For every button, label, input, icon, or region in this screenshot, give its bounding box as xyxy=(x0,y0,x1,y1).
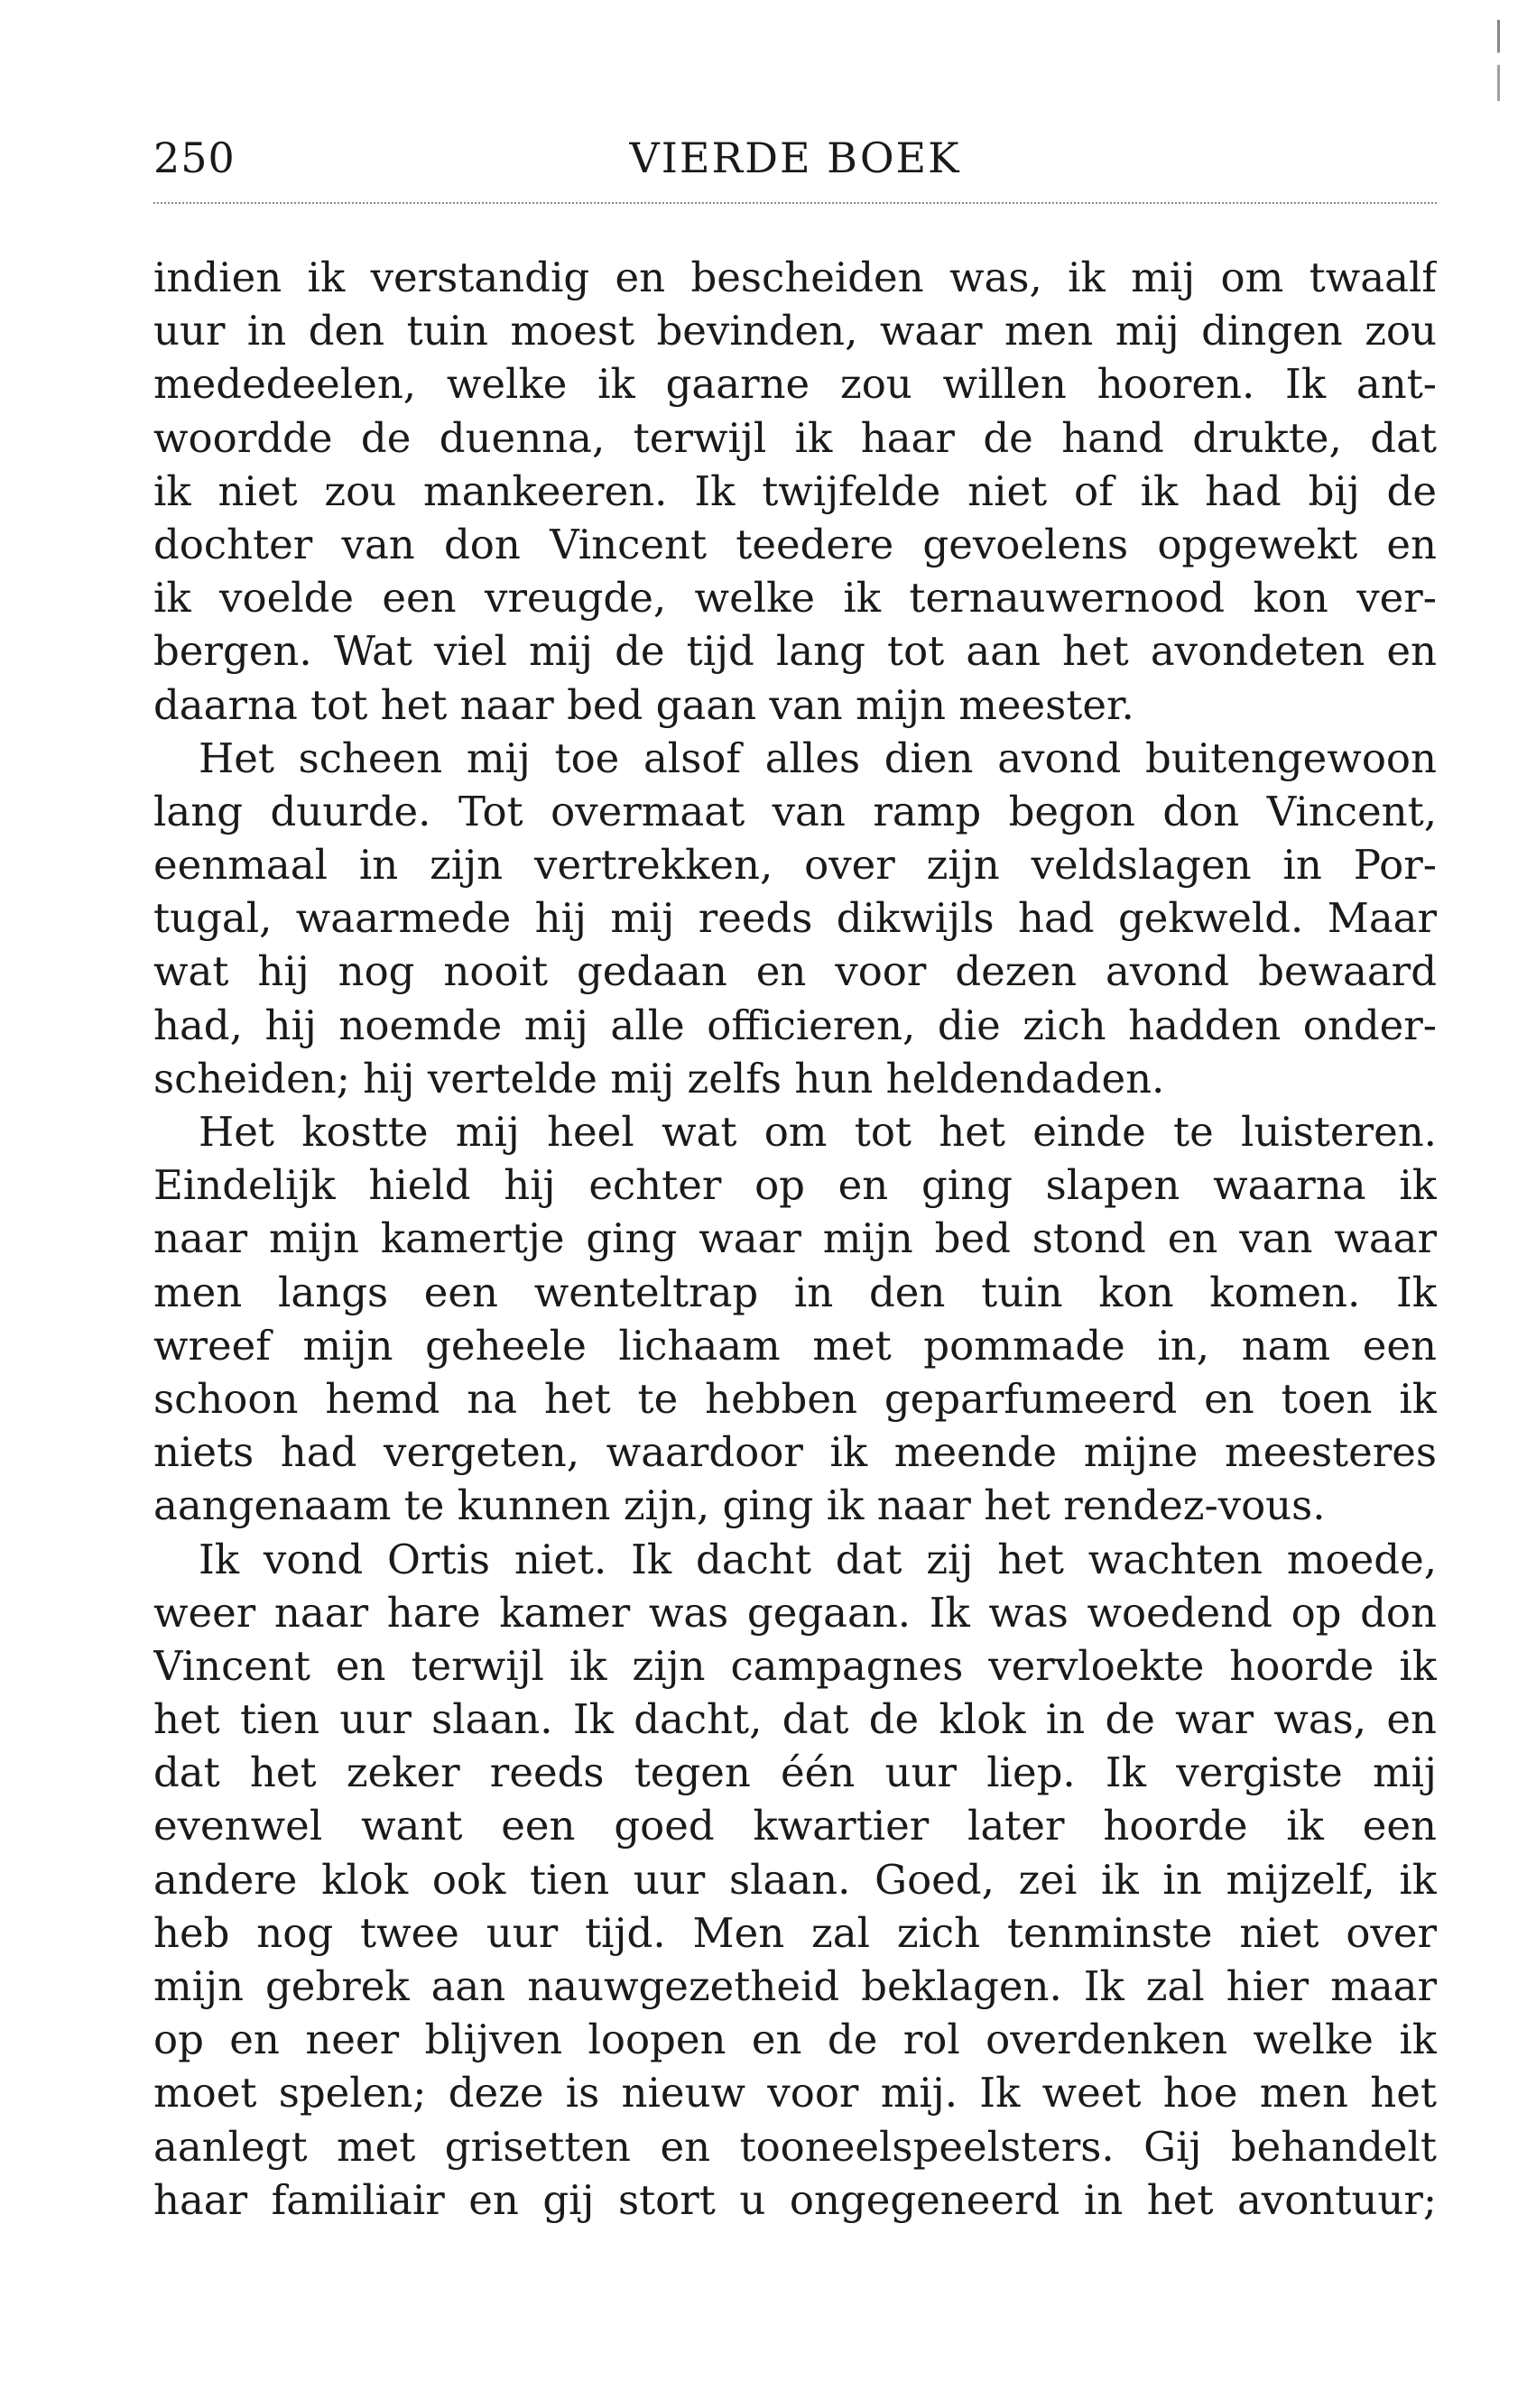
text-line: men langs een wenteltrap in den tuin kon komen. Ik xyxy=(153,1268,1437,1316)
text-line: mededeelen, welke ik gaarne zou willen hooren. Ik ant- xyxy=(153,360,1437,409)
text-line: dochter van don Vincent teedere gevoelens opgewekt en xyxy=(153,520,1437,568)
text-line: lang duurde. Tot overmaat van ramp begon don Vincent, xyxy=(153,787,1437,835)
text-line: het tien uur slaan. Ik dacht, dat de klok in de war was, en xyxy=(153,1695,1437,1744)
text-line: op en neer blijven loopen en de rol overdenken welke ik xyxy=(153,2016,1437,2064)
text-line: daarna tot het naar bed gaan van mijn meester. xyxy=(153,680,1134,729)
text-line: uur in den tuin moest bevinden, waar men mij dingen zou xyxy=(153,307,1437,355)
text-line: had, hij noemde mij alle officieren, die zich hadden onder- xyxy=(153,1001,1437,1049)
text-line: Vincent en terwijl ik zijn campagnes vervloekte hoorde ik xyxy=(153,1641,1437,1690)
text-line: wreef mijn geheele lichaam met pommade in, nam een xyxy=(153,1321,1437,1370)
text-line: Het kostte mij heel wat om tot het einde te luisteren. xyxy=(199,1108,1437,1156)
text-line: indien ik verstandig en bescheiden was, ik mij om twaalf xyxy=(153,254,1437,301)
text-line: haar familiair en gij stort u ongegeneerd in het avontuur; xyxy=(153,2175,1437,2224)
text-line: heb nog twee uur tijd. Men zal zich tenminste niet over xyxy=(153,1908,1437,1957)
text-line: eenmaal in zijn vertrekken, over zijn veldslagen in Por- xyxy=(153,841,1437,890)
running-title: VIERDE BOEK xyxy=(629,134,961,182)
text-line: ik niet zou mankeeren. Ik twijfelde niet of ik had bij de xyxy=(153,466,1437,515)
text-line: bergen. Wat viel mij de tijd lang tot aan het avondeten en xyxy=(153,627,1437,676)
running-head xyxy=(153,126,1437,198)
text-line: woordde de duenna, terwijl ik haar de hand drukte, dat xyxy=(153,413,1437,462)
scan-artifact xyxy=(1497,20,1500,101)
page-number: 250 xyxy=(153,134,236,182)
text-line: aangenaam te kunnen zijn, ging ik naar het rendez-vous. xyxy=(153,1481,1326,1530)
header-rule xyxy=(153,202,1437,204)
text-line: naar mijn kamertje ging waar mijn bed stond en van waar xyxy=(153,1214,1437,1263)
text-line: scheiden; hij vertelde mij zelfs hun heldendaden. xyxy=(153,1054,1165,1103)
text-line: Het scheen mij toe alsof alles dien avond buitengewoon xyxy=(199,733,1437,782)
text-line: evenwel want een goed kwartier later hoorde ik een xyxy=(153,1802,1437,1850)
body-text xyxy=(153,251,1437,2227)
text-line: tugal, waarmede hij mij reeds dikwijls had gekweld. Maar xyxy=(153,894,1437,943)
text-line: schoon hemd na het te hebben geparfumeerd en toen ik xyxy=(153,1374,1437,1423)
text-line: dat het zeker reeds tegen één uur liep. Ik vergiste mij xyxy=(153,1748,1437,1797)
text-line: niets had vergeten, waardoor ik meende mijne meesteres xyxy=(153,1428,1437,1477)
text-line: moet spelen; deze is nieuw voor mij. Ik weet hoe men het xyxy=(153,2069,1437,2117)
text-line: andere klok ook tien uur slaan. Goed, zei ik in mijzelf, ik xyxy=(153,1855,1437,1904)
text-line: mijn gebrek aan nauwgezetheid beklagen. Ik zal hier maar xyxy=(153,1962,1437,2010)
text-line: Eindelijk hield hij echter op en ging slapen waarna ik xyxy=(153,1161,1437,1210)
text-line: Ik vond Ortis niet. Ik dacht dat zij het wachten moede, xyxy=(199,1535,1437,1583)
text-line: aanlegt met grisetten en tooneelspeelsters. Gij behandelt xyxy=(153,2122,1437,2171)
text-line: ik voelde een vreugde, welke ik ternauwernood kon ver- xyxy=(153,574,1437,623)
text-line: wat hij nog nooit gedaan en voor dezen avond bewaard xyxy=(153,947,1437,996)
text-line: weer naar hare kamer was gegaan. Ik was woedend op don xyxy=(153,1588,1437,1637)
